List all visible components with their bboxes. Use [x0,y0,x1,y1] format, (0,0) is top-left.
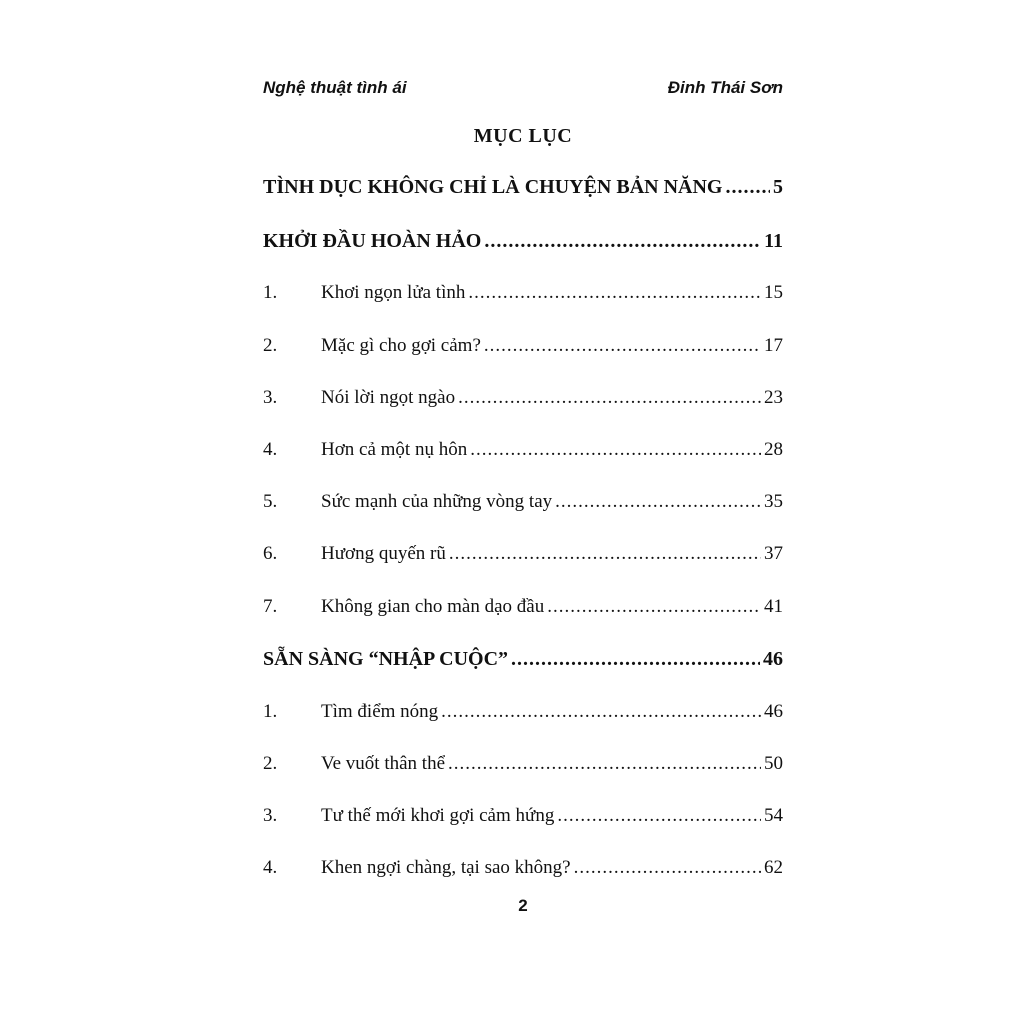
toc-entry-page: 62 [764,857,783,878]
toc-dot-leader [449,543,761,565]
toc-section-entry [263,491,783,519]
toc-entry-label: Hơn cả một nụ hôn [321,439,468,460]
toc-entry-number: 7. [263,596,278,617]
toc-entry-page: 54 [764,805,783,826]
toc-entry-label: Nói lời ngọt ngào [321,387,456,408]
toc-dot-leader [484,335,761,357]
toc-dot-leader [458,387,761,409]
toc-entry-page: 46 [763,648,783,670]
toc-entry-number: 5. [263,491,278,512]
toc-section-entry [263,701,783,729]
toc-entry-label: Sức mạnh của những vòng tay [321,491,553,512]
toc-dot-leader [441,701,761,723]
toc-entry-label: KHỞI ĐẦU HOÀN HẢO [263,230,482,252]
toc-entry-page: 11 [764,230,783,252]
toc-dot-leader [547,596,761,618]
toc-entry-page: 15 [764,282,783,303]
toc-entry-label: Tìm điểm nóng [321,701,439,722]
toc-entry-number: 4. [263,857,278,878]
toc-title: MỤC LỤC [473,125,573,147]
toc-section-entry [263,543,783,571]
author-name: Đinh Thái Sơn [667,78,783,97]
toc-section-entry [263,387,783,415]
toc-chapter-entry [263,176,783,204]
toc-section-entry [263,753,783,781]
toc-entry-page: 37 [764,543,783,564]
toc-dot-leader [574,857,761,879]
toc-dot-leader [555,491,761,513]
toc-entry-page: 23 [764,387,783,408]
toc-entry-number: 3. [263,805,278,826]
toc-entry-page: 35 [764,491,783,512]
toc-entry-label: Không gian cho màn dạo đầu [321,596,545,617]
toc-entry-label: TÌNH DỤC KHÔNG CHỈ LÀ CHUYỆN BẢN NĂNG [263,176,723,198]
toc-section-entry [263,282,783,310]
toc-entry-label: SẴN SÀNG “NHẬP CUỘC” [263,648,509,670]
toc-entry-page: 50 [764,753,783,774]
toc-section-entry [263,857,783,885]
toc-entry-number: 6. [263,543,278,564]
toc-entry-number: 3. [263,387,278,408]
toc-entry-page: 46 [764,701,783,722]
running-header [263,78,783,102]
toc-entry-label: Ve vuốt thân thể [321,753,446,774]
toc-entry-page: 5 [773,176,783,198]
toc-section-entry [263,335,783,363]
book-title: Nghệ thuật tình ái [263,78,407,97]
toc-entry-number: 2. [263,335,278,356]
toc-dot-leader [448,753,761,775]
toc-chapter-entry [263,230,783,258]
toc-section-entry [263,439,783,467]
toc-entry-number: 1. [263,282,278,303]
toc-dot-leader [511,648,760,671]
page-number: 2 [518,896,528,915]
toc-section-entry [263,805,783,833]
toc-dot-leader [470,439,761,461]
toc-entry-number: 2. [263,753,278,774]
toc-entry-page: 17 [764,335,783,356]
toc-entry-label: Khơi ngọn lửa tình [321,282,466,303]
toc-dot-leader [484,230,761,253]
toc-entry-label: Mặc gì cho gợi cảm? [321,335,481,356]
toc-entry-page: 28 [764,439,783,460]
toc-entry-label: Hương quyến rũ [321,543,446,564]
toc-entry-label: Tư thế mới khơi gợi cảm hứng [321,805,555,826]
toc-entry-number: 4. [263,439,278,460]
toc-dot-leader [468,282,761,304]
toc-entry-page: 41 [764,596,783,617]
toc-section-entry [263,596,783,624]
toc-entry-label: Khen ngợi chàng, tại sao không? [321,857,571,878]
toc-chapter-entry [263,648,783,676]
toc-entry-number: 1. [263,701,278,722]
toc-dot-leader [557,805,761,827]
toc-dot-leader [725,176,770,199]
